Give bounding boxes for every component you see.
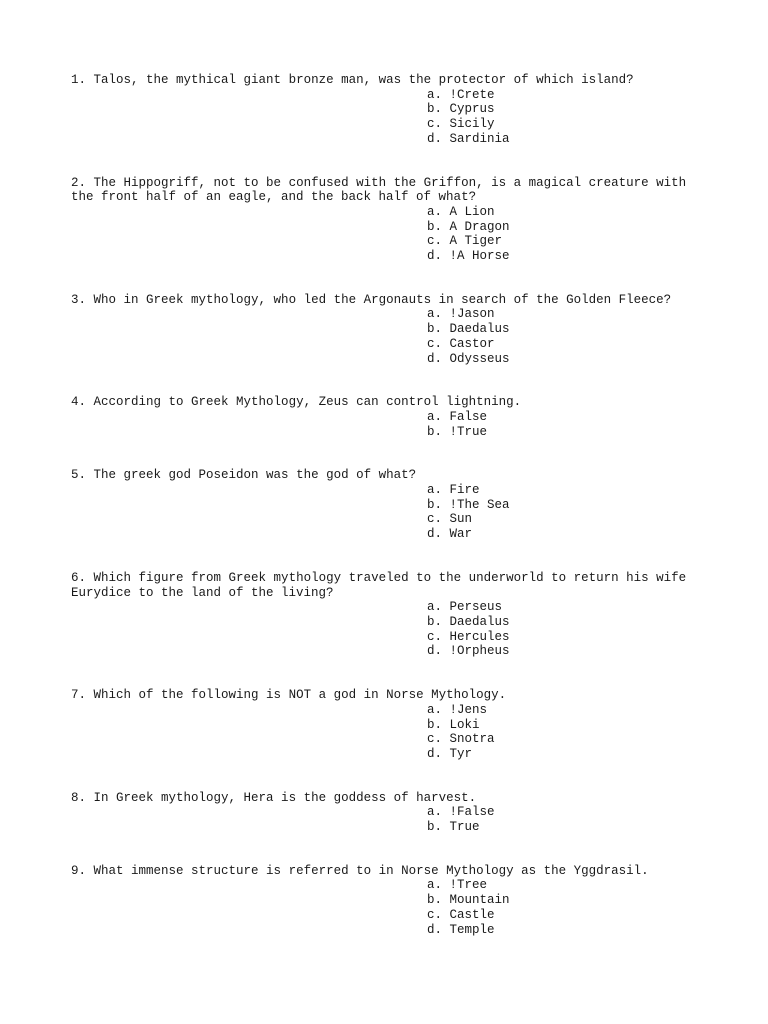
answer-text: Sun xyxy=(449,512,473,527)
answer-text: True xyxy=(449,820,480,835)
answer-option xyxy=(427,630,701,645)
answer-text: Tyr xyxy=(449,746,473,761)
answer-letter: a. xyxy=(427,878,443,893)
answer-letter: a. xyxy=(427,307,443,322)
answer-option xyxy=(427,117,701,132)
question-number: 6. xyxy=(71,570,87,585)
answer-text: !Orpheus xyxy=(449,644,510,659)
answer-option xyxy=(427,249,701,264)
answer-text: Daedalus xyxy=(449,614,510,629)
question-4 xyxy=(71,395,701,439)
question-text xyxy=(71,688,696,703)
answer-text: !Crete xyxy=(449,87,495,102)
answer-text: Sicily xyxy=(449,117,495,132)
answer-text: !The Sea xyxy=(449,497,510,512)
answer-option xyxy=(427,703,701,718)
question-3 xyxy=(71,293,701,367)
question-prompt: Talos, the mythical giant bronze man, was the protector of which island? xyxy=(93,73,634,87)
answer-text: Temple xyxy=(449,922,495,937)
question-9 xyxy=(71,864,701,938)
answer-letter: a. xyxy=(427,600,443,615)
answer-text: Castor xyxy=(449,336,495,351)
question-text xyxy=(71,176,696,205)
answer-option xyxy=(427,923,701,938)
answer-text: A Tiger xyxy=(449,234,503,249)
answer-letter: d. xyxy=(427,644,443,659)
answer-list xyxy=(71,410,701,439)
answer-option xyxy=(427,220,701,235)
answer-letter: c. xyxy=(427,907,443,922)
question-7 xyxy=(71,688,701,762)
answer-letter: d. xyxy=(427,746,443,761)
question-number: 2. xyxy=(71,175,87,190)
question-prompt: In Greek mythology, Hera is the goddess of harvest. xyxy=(93,790,477,805)
question-2 xyxy=(71,176,701,264)
question-prompt: Which figure from Greek mythology traveled to the underworld to return his wife Eurydice to the land of the living? xyxy=(71,570,694,600)
answer-list xyxy=(71,205,701,264)
question-text xyxy=(71,791,696,806)
answer-list xyxy=(71,703,701,762)
answer-option xyxy=(427,352,701,367)
answer-option xyxy=(427,644,701,659)
answer-option xyxy=(427,205,701,220)
answer-letter: a. xyxy=(427,409,443,424)
answer-option xyxy=(427,718,701,733)
answer-letter: a. xyxy=(427,805,443,820)
answer-text: False xyxy=(449,409,488,424)
answer-text: Mountain xyxy=(449,893,510,908)
answer-letter: b. xyxy=(427,102,443,117)
answer-letter: c. xyxy=(427,336,443,351)
answer-letter: d. xyxy=(427,131,443,146)
answer-letter: c. xyxy=(427,117,443,132)
answer-text: Loki xyxy=(449,717,480,732)
question-number: 4. xyxy=(71,395,87,410)
answer-letter: c. xyxy=(427,234,443,249)
question-text xyxy=(71,468,696,483)
answer-letter: b. xyxy=(427,322,443,337)
answer-letter: a. xyxy=(427,204,443,219)
answer-letter: a. xyxy=(427,483,443,498)
answer-text: Hercules xyxy=(449,629,510,644)
question-prompt: What immense structure is referred to in Norse Mythology as the Yggdrasil. xyxy=(93,863,649,878)
answer-list xyxy=(71,878,701,937)
answer-text: !A Horse xyxy=(449,249,510,264)
answer-option xyxy=(427,878,701,893)
answer-option xyxy=(427,483,701,498)
answer-option xyxy=(427,805,701,820)
answer-option xyxy=(427,600,701,615)
question-prompt: Which of the following is NOT a god in Norse Mythology. xyxy=(93,688,507,703)
question-prompt: According to Greek Mythology, Zeus can control lightning. xyxy=(93,395,522,410)
answer-letter: a. xyxy=(427,87,443,102)
question-text xyxy=(71,73,696,88)
answer-option xyxy=(427,512,701,527)
question-number: 7. xyxy=(71,688,87,703)
answer-option xyxy=(427,234,701,249)
question-number: 5. xyxy=(71,468,87,483)
answer-letter: d. xyxy=(427,351,443,366)
answer-list xyxy=(71,600,701,659)
question-text xyxy=(71,395,696,410)
question-number: 9. xyxy=(71,863,87,878)
answer-option xyxy=(427,307,701,322)
answer-letter: b. xyxy=(427,820,443,835)
answer-letter: b. xyxy=(427,614,443,629)
answer-letter: d. xyxy=(427,527,443,542)
answer-text: Odysseus xyxy=(449,351,510,366)
answer-list xyxy=(71,307,701,366)
answer-text: Snotra xyxy=(449,732,495,747)
answer-text: Sardinia xyxy=(449,131,510,146)
answer-letter: d. xyxy=(427,922,443,937)
question-text xyxy=(71,864,696,879)
answer-text: A Dragon xyxy=(449,219,510,234)
answer-option xyxy=(427,425,701,440)
answer-text: Cyprus xyxy=(449,102,495,117)
answer-text: Castle xyxy=(449,907,495,922)
question-number: 8. xyxy=(71,790,87,805)
quiz-document xyxy=(71,73,701,966)
question-prompt: Who in Greek mythology, who led the Argonauts in search of the Golden Fleece? xyxy=(93,292,672,307)
question-1 xyxy=(71,73,701,147)
question-prompt: The Hippogriff, not to be confused with the Griffon, is a magical creature with the front half of an eagle, and the back half of what? xyxy=(71,175,694,205)
question-number: 3. xyxy=(71,292,87,307)
question-8 xyxy=(71,791,701,835)
answer-option xyxy=(427,747,701,762)
answer-letter: b. xyxy=(427,424,443,439)
answer-option xyxy=(427,337,701,352)
answer-list xyxy=(71,88,701,147)
answer-text: War xyxy=(449,527,473,542)
answer-list xyxy=(71,805,701,834)
answer-text: A Lion xyxy=(449,204,495,219)
answer-option xyxy=(427,88,701,103)
answer-option xyxy=(427,132,701,147)
question-number: 1. xyxy=(71,73,87,87)
answer-letter: b. xyxy=(427,219,443,234)
answer-letter: c. xyxy=(427,629,443,644)
answer-option xyxy=(427,908,701,923)
question-text xyxy=(71,293,696,308)
answer-option xyxy=(427,893,701,908)
answer-text: Daedalus xyxy=(449,322,510,337)
answer-option xyxy=(427,410,701,425)
answer-option xyxy=(427,527,701,542)
answer-letter: b. xyxy=(427,497,443,512)
answer-letter: b. xyxy=(427,717,443,732)
answer-text: !Tree xyxy=(449,878,488,893)
answer-option xyxy=(427,102,701,117)
answer-text: !True xyxy=(449,424,488,439)
question-prompt: The greek god Poseidon was the god of what? xyxy=(93,468,417,483)
answer-letter: c. xyxy=(427,512,443,527)
answer-letter: d. xyxy=(427,249,443,264)
answer-text: Fire xyxy=(449,483,480,498)
answer-option xyxy=(427,820,701,835)
answer-letter: c. xyxy=(427,732,443,747)
answer-letter: b. xyxy=(427,893,443,908)
question-5 xyxy=(71,468,701,542)
question-6 xyxy=(71,571,701,659)
answer-option xyxy=(427,615,701,630)
answer-option xyxy=(427,732,701,747)
answer-text: !Jens xyxy=(449,702,488,717)
answer-option xyxy=(427,322,701,337)
answer-text: !False xyxy=(449,805,495,820)
answer-letter: a. xyxy=(427,702,443,717)
answer-list xyxy=(71,483,701,542)
question-text xyxy=(71,571,696,600)
answer-text: !Jason xyxy=(449,307,495,322)
answer-option xyxy=(427,498,701,513)
answer-text: Perseus xyxy=(449,600,503,615)
